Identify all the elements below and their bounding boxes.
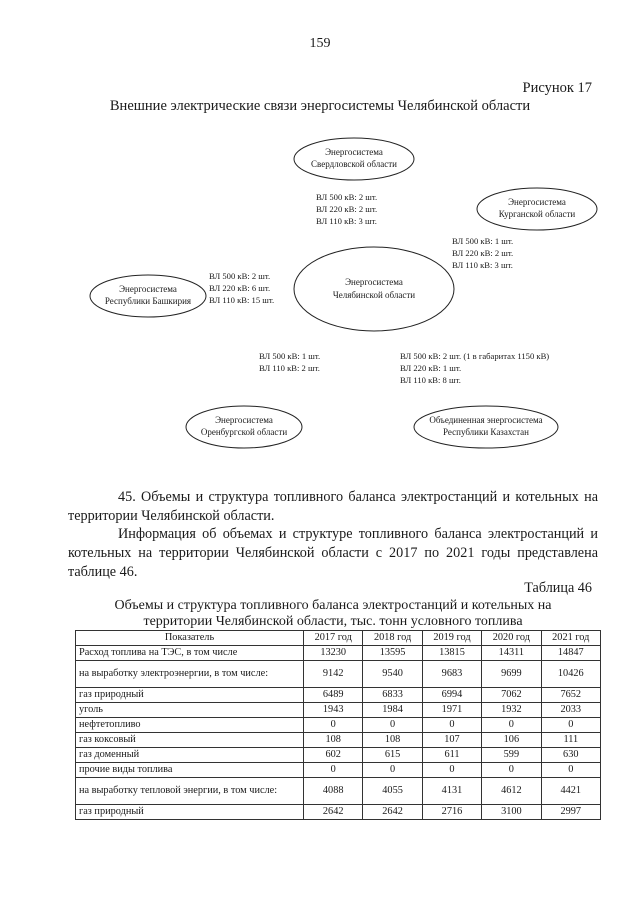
table-header-row xyxy=(76,631,601,646)
cell-value: 0 xyxy=(541,718,600,733)
link-kurgan-line-3: ВЛ 110 кВ: 3 шт. xyxy=(452,260,513,270)
link-sverdlovsk-line-1: ВЛ 500 кВ: 2 шт. xyxy=(316,192,378,202)
node-kazakhstan-label-2: Республики Казахстан xyxy=(443,427,529,437)
cell-value: 2033 xyxy=(541,703,600,718)
link-kurgan-line-2: ВЛ 220 кВ: 2 шт. xyxy=(452,248,514,258)
link-kurgan-line-1: ВЛ 500 кВ: 1 шт. xyxy=(452,236,514,246)
cell-value: 6833 xyxy=(363,688,422,703)
node-center-ellipse xyxy=(294,247,454,331)
link-bashkiria-line-2: ВЛ 220 кВ: 6 шт. xyxy=(209,283,271,293)
table-row xyxy=(76,718,601,733)
cell-value: 0 xyxy=(541,763,600,778)
row-label: нефтетопливо xyxy=(76,718,304,733)
cell-value: 0 xyxy=(304,718,363,733)
table-title xyxy=(68,598,598,630)
section-body: Информация об объемах и структуре топливного баланса электростанций и котельных на территории Челябинской области с 2017 по 2021 годы представлена таблице 46. xyxy=(68,526,598,580)
row-label: газ природный xyxy=(76,805,304,820)
cell-value: 3100 xyxy=(482,805,541,820)
node-kurgan-label-2: Курганской области xyxy=(498,209,576,219)
link-orenburg-line-1: ВЛ 500 кВ: 1 шт. xyxy=(259,351,321,361)
link-bashkiria-line-3: ВЛ 110 кВ: 15 шт. xyxy=(209,295,275,305)
cell-value: 1984 xyxy=(363,703,422,718)
cell-value: 1932 xyxy=(482,703,541,718)
cell-value: 7062 xyxy=(482,688,541,703)
cell-value: 602 xyxy=(304,748,363,763)
column-header: Показатель xyxy=(76,631,304,646)
cell-value: 2997 xyxy=(541,805,600,820)
node-center-label-1: Энергосистема xyxy=(345,277,403,287)
cell-value: 0 xyxy=(363,763,422,778)
column-header: 2018 год xyxy=(363,631,422,646)
cell-value: 4055 xyxy=(363,778,422,805)
cell-value: 111 xyxy=(541,733,600,748)
node-sverdlovsk-label-2: Свердловской области xyxy=(311,159,397,169)
cell-value: 2642 xyxy=(363,805,422,820)
cell-value: 599 xyxy=(482,748,541,763)
cell-value: 6994 xyxy=(422,688,481,703)
table-title-line-1: Объемы и структура топливного баланса электростанций и котельных на xyxy=(114,598,552,613)
row-label: Расход топлива на ТЭС, в том числе xyxy=(76,646,304,661)
cell-value: 13230 xyxy=(304,646,363,661)
figure-label: Рисунок 17 xyxy=(522,80,592,96)
node-bashkiria-label-2: Республики Башкирия xyxy=(104,296,192,306)
cell-value: 9142 xyxy=(304,661,363,688)
figure-title: Внешние электрические связи энергосистемы Челябинской области xyxy=(109,98,531,114)
cell-value: 6489 xyxy=(304,688,363,703)
row-label: прочие виды топлива xyxy=(76,763,304,778)
cell-value: 2716 xyxy=(422,805,481,820)
cell-value: 0 xyxy=(422,763,481,778)
table-row xyxy=(76,763,601,778)
node-kazakhstan-label-1: Объединенная энергосистема xyxy=(429,415,543,425)
row-label: газ природный xyxy=(76,688,304,703)
link-bashkiria-line-1: ВЛ 500 кВ: 2 шт. xyxy=(209,271,271,281)
table-row xyxy=(76,646,601,661)
page-number: 159 xyxy=(309,36,331,51)
cell-value: 10426 xyxy=(541,661,600,688)
table-row xyxy=(76,805,601,820)
link-sverdlovsk-line-3: ВЛ 110 кВ: 3 шт. xyxy=(316,216,377,226)
cell-value: 0 xyxy=(304,763,363,778)
cell-value: 4131 xyxy=(422,778,481,805)
cell-value: 13815 xyxy=(422,646,481,661)
table-row xyxy=(76,733,601,748)
table-label: Таблица 46 xyxy=(524,580,592,596)
cell-value: 9683 xyxy=(422,661,481,688)
column-header: 2019 год xyxy=(422,631,481,646)
cell-value: 108 xyxy=(363,733,422,748)
table-row xyxy=(76,748,601,763)
cell-value: 13595 xyxy=(363,646,422,661)
cell-value: 4421 xyxy=(541,778,600,805)
row-label: газ коксовый xyxy=(76,733,304,748)
cell-value: 0 xyxy=(422,718,481,733)
node-orenburg-label-1: Энергосистема xyxy=(215,415,273,425)
cell-value: 4612 xyxy=(482,778,541,805)
node-center-label-2: Челябинской области xyxy=(332,290,416,300)
link-kazakhstan-line-1: ВЛ 500 кВ: 2 шт. (1 в габаритах 1150 кВ) xyxy=(400,351,550,361)
cell-value: 4088 xyxy=(304,778,363,805)
cell-value: 1971 xyxy=(422,703,481,718)
cell-value: 2642 xyxy=(304,805,363,820)
link-orenburg-line-2: ВЛ 110 кВ: 2 шт. xyxy=(259,363,320,373)
cell-value: 9699 xyxy=(482,661,541,688)
section-heading: 45. Объемы и структура топливного баланса электростанций и котельных на территории Челябинской области. xyxy=(68,489,598,524)
link-sverdlovsk-line-2: ВЛ 220 кВ: 2 шт. xyxy=(316,204,378,214)
cell-value: 14311 xyxy=(482,646,541,661)
cell-value: 9540 xyxy=(363,661,422,688)
cell-value: 630 xyxy=(541,748,600,763)
node-kurgan-label-1: Энергосистема xyxy=(508,197,566,207)
cell-value: 107 xyxy=(422,733,481,748)
node-orenburg-label-2: Оренбургской области xyxy=(200,427,288,437)
column-header: 2017 год xyxy=(304,631,363,646)
row-label: газ доменный xyxy=(76,748,304,763)
node-sverdlovsk-label-1: Энергосистема xyxy=(325,147,383,157)
link-kazakhstan-line-2: ВЛ 220 кВ: 1 шт. xyxy=(400,363,462,373)
row-label: уголь xyxy=(76,703,304,718)
cell-value: 14847 xyxy=(541,646,600,661)
table-title-line-2: территории Челябинской области, тыс. тонн условного топлива xyxy=(143,614,523,629)
link-kazakhstan-line-3: ВЛ 110 кВ: 8 шт. xyxy=(400,375,461,385)
cell-value: 7652 xyxy=(541,688,600,703)
node-bashkiria-label-1: Энергосистема xyxy=(119,284,177,294)
cell-value: 1943 xyxy=(304,703,363,718)
row-label: на выработку электроэнергии, в том числе: xyxy=(76,661,304,688)
fuel-balance-table xyxy=(75,630,601,820)
table-row xyxy=(76,778,601,805)
table-row xyxy=(76,703,601,718)
cell-value: 0 xyxy=(363,718,422,733)
cell-value: 611 xyxy=(422,748,481,763)
table-row xyxy=(76,688,601,703)
cell-value: 108 xyxy=(304,733,363,748)
cell-value: 0 xyxy=(482,718,541,733)
cell-value: 106 xyxy=(482,733,541,748)
row-label: на выработку тепловой энергии, в том числе: xyxy=(76,778,304,805)
cell-value: 615 xyxy=(363,748,422,763)
column-header: 2020 год xyxy=(482,631,541,646)
cell-value: 0 xyxy=(482,763,541,778)
column-header: 2021 год xyxy=(541,631,600,646)
table-row xyxy=(76,661,601,688)
